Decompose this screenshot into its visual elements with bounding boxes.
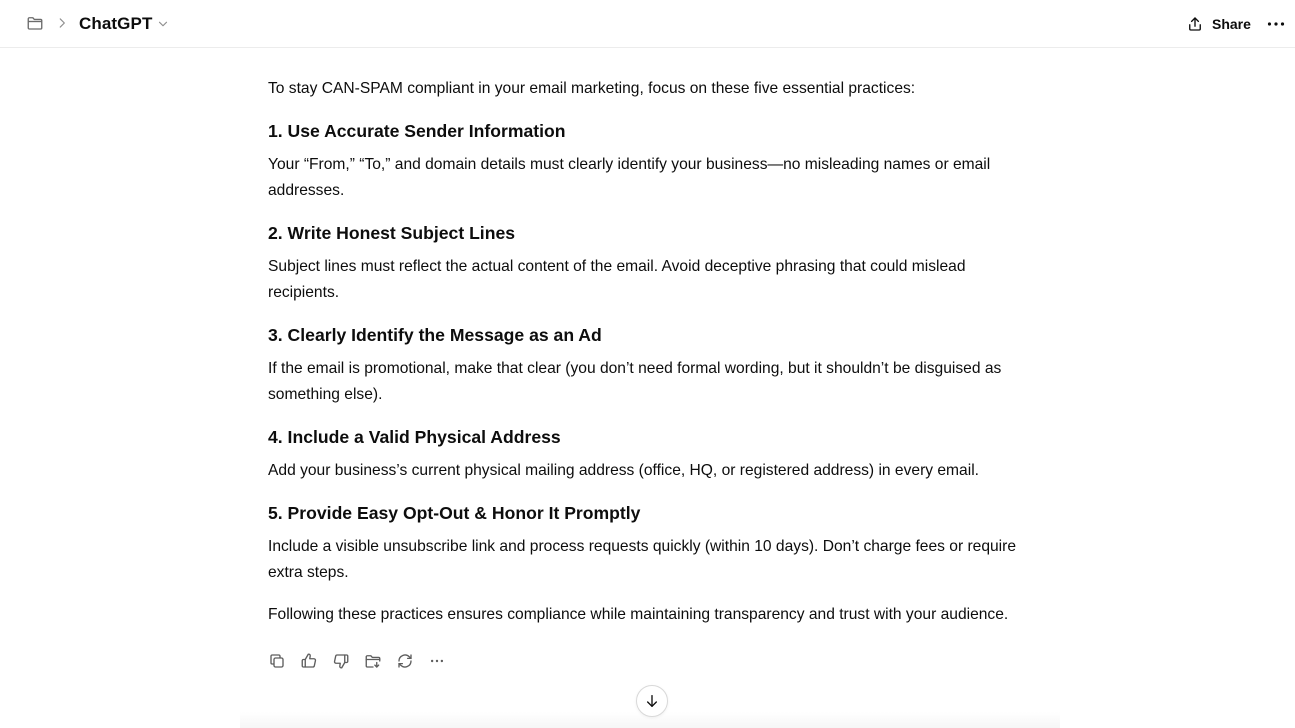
- practice-body: Include a visible unsubscribe link and process requests quickly (within 10 days). Don’t charge fees or require extra steps.: [268, 538, 1017, 581]
- top-bar: [0, 0, 1295, 48]
- more-options-icon[interactable]: [1264, 12, 1288, 36]
- practice-body: Your “From,” “To,” and domain details must clearly identify your business—no misleading names or email addresses.: [268, 156, 991, 199]
- practice-section: [268, 500, 1038, 586]
- practice-heading: 4. Include a Valid Physical Address: [268, 427, 561, 447]
- practice-section: [268, 322, 1038, 408]
- practice-section: [268, 118, 1038, 204]
- arrow-down-icon: [644, 693, 660, 709]
- share-icon: [1186, 15, 1204, 33]
- share-label: Share: [1212, 16, 1251, 32]
- message-intro: To stay CAN-SPAM compliant in your email marketing, focus on these five essential practices:: [268, 80, 916, 97]
- message-closing: Following these practices ensures compliance while maintaining transparency and trust with your audience.: [268, 606, 1009, 623]
- thumbs-down-icon[interactable]: [332, 652, 350, 670]
- practice-section: [268, 220, 1038, 306]
- chevron-right-icon: [55, 15, 69, 31]
- practice-body: Add your business’s current physical mailing address (office, HQ, or registered address) in every email.: [268, 462, 979, 479]
- practice-heading: 1. Use Accurate Sender Information: [268, 121, 566, 141]
- model-selector[interactable]: [79, 12, 170, 36]
- chevron-down-icon: [156, 17, 170, 31]
- practice-heading: 2. Write Honest Subject Lines: [268, 223, 516, 243]
- thumbs-up-icon[interactable]: [300, 652, 318, 670]
- assistant-message: [268, 76, 1038, 628]
- message-actions: [268, 652, 446, 670]
- practice-body: If the email is promotional, make that clear (you don’t need formal wording, but it shouldn’t be disguised as something else).: [268, 360, 1002, 403]
- practice-body: Subject lines must reflect the actual content of the email. Avoid deceptive phrasing that could mislead recipients.: [268, 258, 966, 301]
- practice-section: [268, 424, 1038, 484]
- scroll-to-bottom-button[interactable]: [636, 685, 668, 717]
- copy-icon[interactable]: [268, 652, 286, 670]
- regenerate-icon[interactable]: [396, 652, 414, 670]
- share-button[interactable]: [1180, 10, 1257, 38]
- save-to-folder-icon[interactable]: [364, 652, 382, 670]
- page-title: ChatGPT: [79, 14, 153, 33]
- more-horizontal-icon[interactable]: [428, 652, 446, 670]
- practice-heading: 3. Clearly Identify the Message as an Ad: [268, 325, 602, 345]
- folder-icon[interactable]: [26, 14, 44, 32]
- practice-heading: 5. Provide Easy Opt-Out & Honor It Promptly: [268, 503, 641, 523]
